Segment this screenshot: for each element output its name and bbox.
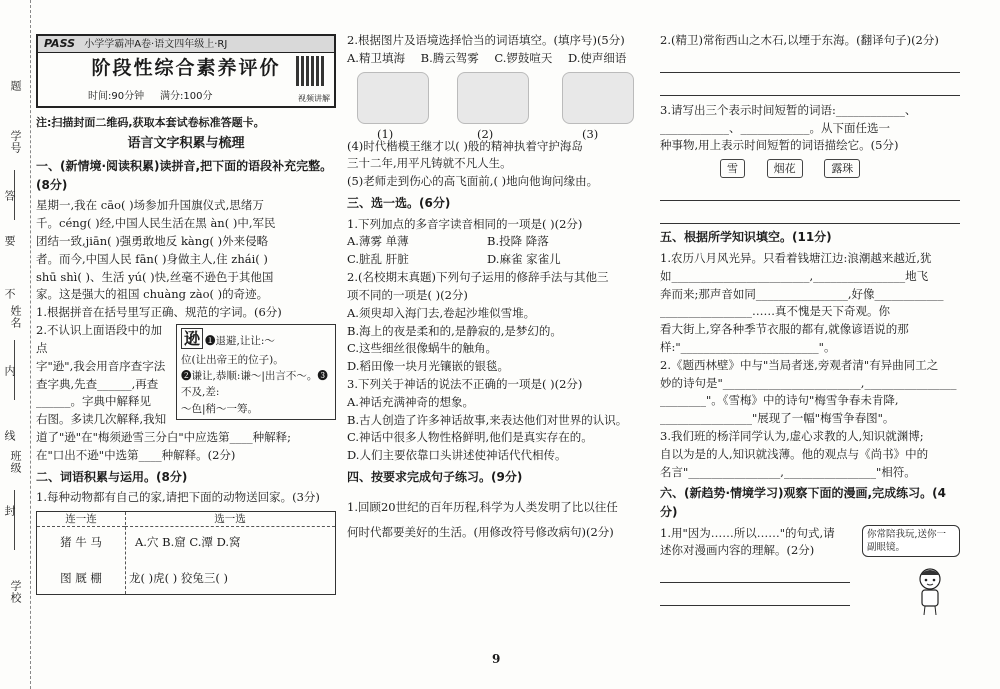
answer-line[interactable] <box>660 54 960 73</box>
column-middle <box>347 32 647 682</box>
answer-line[interactable] <box>660 587 850 606</box>
question-4-2: 2.(精卫)常衔西山之木石,以堙于东海。(翻译句子)(2分) <box>660 33 939 47</box>
question-5-1-line: 看大街上,穿各种季节衣服的都有,就像谚语说的那 <box>660 322 909 337</box>
bird-over-sea-image <box>457 72 529 124</box>
cloud-rider-image <box>562 72 634 124</box>
option: A.薄雾 单薄 <box>347 234 409 249</box>
question-3-3: 3.下列关于神话的说法不正确的一项是( )(2分) <box>347 376 583 391</box>
choice-fill[interactable]: 龙( )虎( ) 狡兔三( ) <box>129 570 229 585</box>
qr-label: 视频讲解 <box>298 93 330 103</box>
picture-label: (1) <box>377 126 394 141</box>
match-panel <box>37 512 126 594</box>
picture-row <box>347 68 647 141</box>
question-1-2-line: 道了"逊"在"梅须逊雪三分白"中应选第____种解释; <box>36 429 292 444</box>
options-row <box>347 233 647 251</box>
binding-label: 封 <box>3 505 16 517</box>
answer-line[interactable] <box>660 182 960 201</box>
passage-line: shū shì( )、生活 yú( )快,丝毫不逊色于其他国 <box>36 269 274 284</box>
choose-panel <box>125 512 335 594</box>
dict-line: ❷谦让,恭顺:谦～|出言不～。❸不及,差: <box>181 370 328 399</box>
binding-label: 不 <box>3 288 16 300</box>
section-3-title: 三、选一选。(6分) <box>347 196 451 211</box>
binding-label: 姓名 <box>9 305 22 329</box>
dict-line: ～色|稍～一筹。 <box>181 402 259 415</box>
section-4-title: 四、按要求完成句子练习。(9分) <box>347 470 523 485</box>
options-row <box>347 251 647 269</box>
question-1-1: 1.根据拼音在括号里写正确、规范的字词。(6分) <box>36 305 282 320</box>
binding-margin <box>0 0 31 689</box>
option: C.脏乱 肝脏 <box>347 252 409 267</box>
question-5-3-line: 名言"________________,________________"相符。 <box>660 464 916 479</box>
answer-line[interactable] <box>660 205 960 224</box>
question-6-1: 述你对漫画内容的理解。(2分) <box>660 543 815 558</box>
drum-performers-image <box>357 72 429 124</box>
option: D.人们主要依靠口头讲述使神话代代相传。 <box>347 448 567 463</box>
fill-sentence: 三十二年,用平凡铸就不凡人生。 <box>347 156 512 171</box>
question-1-2-line: 查字典,先查______,再查 <box>36 376 159 391</box>
cartoon-boy-icon <box>910 565 950 617</box>
match-title: 连一连 <box>37 512 125 527</box>
speech-bubble: 你常陪我玩,送你一副眼镜。 <box>862 525 960 558</box>
exam-score: 满分:100分 <box>160 90 213 102</box>
passage-line: 星期一,我在 cāo( )场参加升国旗仪式,思绪万 <box>36 198 264 213</box>
exam-time: 时间:90分钟 <box>88 90 145 102</box>
option: D.稻田像一块月光镶嵌的银毯。 <box>347 359 509 374</box>
passage-line: 千。céng( )经,中国人民生活在黑 àn( )中,军民 <box>36 216 276 231</box>
things-row <box>720 159 960 178</box>
idiom-options <box>347 50 647 68</box>
question-1-2-line: 2.不认识上面语段中的加点 <box>36 323 162 355</box>
binding-label: 班级 <box>9 450 22 474</box>
exam-meta <box>88 89 212 105</box>
question-4-1: 1.回顾20世纪的百年历程,科学为人类发明了比以往任 <box>347 499 618 514</box>
dict-line: 位(让出帝王的位子)。 <box>181 353 284 366</box>
question-3-2: 2.(名校期末真题)下列句子运用的修辞手法与其他三 <box>347 270 609 285</box>
column-left <box>36 0 336 650</box>
exam-header <box>36 34 336 108</box>
thing-fireworks: 烟花 <box>767 159 803 178</box>
option: B.古人创造了许多神话故事,来表达他们对世界的认识。 <box>347 412 628 427</box>
option: A.须臾却入海门去,卷起沙堆似雪堆。 <box>347 305 536 320</box>
question-4-3: 种事物,用上表示时间短暂的词语描绘它。(5分) <box>660 138 899 153</box>
section-6-title: 六、(新趋势·情境学习)观察下面的漫画,完成练习。(4分) <box>660 486 946 520</box>
question-1-2-line: 在"口出不逊"中选第____种解释。(2分) <box>36 447 236 462</box>
passage-line: 团结一致,jiān( )强勇敢地反 kàng( )外来侵略 <box>36 234 269 248</box>
answer-sheet-note: 注:扫描封面二维码,获取本套试卷标准答题卡。 <box>36 116 265 129</box>
section-1-title: 一、(新情境·阅读积累)读拼音,把下面的语段补充完整。(8分) <box>36 159 333 192</box>
question-5-1-line: ________________……真不愧是天下奇观。你 <box>660 304 890 319</box>
picture-label: (2) <box>477 126 494 141</box>
fill-sentence: (5)老师走到伤心的高飞面前,( )地向他询问缘由。 <box>347 174 599 189</box>
question-3-2: 项不同的一项是( )(2分) <box>347 287 468 302</box>
header-series-bar <box>38 36 334 53</box>
question-5-3-line: 3.我们班的杨洋同学认为,虚心求教的人,知识就渊博; <box>660 429 924 444</box>
section-2-title: 二、词语积累与运用。(8分) <box>36 469 188 484</box>
question-5-2-line: 妙的诗句是"________________________,________________ <box>660 375 957 390</box>
question-1-2-line: 右图。多读几次解释,我知 <box>36 412 167 427</box>
binding-label: 题 <box>9 80 22 92</box>
home-row: 图 厩 棚 <box>60 570 102 585</box>
question-3-1: 1.下列加点的多音字读音相同的一项是( )(2分) <box>347 216 583 231</box>
thing-dew: 露珠 <box>824 159 860 178</box>
passage-line: 家。这是强大的祖国 chuàng zào( )的奇迹。 <box>36 287 269 302</box>
dictionary-char: 逊 <box>181 328 203 349</box>
question-5-2-line: 2.《题西林壁》中与"当局者迷,旁观者清"有异曲同工之 <box>660 357 939 372</box>
qr-code-icon[interactable] <box>296 56 326 86</box>
choice-options: A.穴 B.窟 C.潭 D.窝 <box>135 534 241 549</box>
dict-line: ❶退避,让让:～ <box>205 335 275 348</box>
idiom-option: C.锣鼓喧天 <box>494 50 553 65</box>
animal-row: 猪 牛 马 <box>60 534 102 549</box>
question-1-2-line: 字"逊",我会用音序查字法 <box>36 358 166 373</box>
section-5-title: 五、根据所学知识填空。(11分) <box>660 230 832 245</box>
binding-label: 答 <box>3 190 16 202</box>
question-6-1: 1.用"因为……所以……"的句式,请 <box>660 525 835 540</box>
picture-label: (3) <box>582 126 599 141</box>
passage-line: 者。而今,中国人民 fān( )身做主人,住 zhái( ) <box>36 251 268 266</box>
comic-question <box>660 525 960 615</box>
binding-label: 学号 <box>9 130 22 154</box>
question-1-2-line: ______。字典中解释见 <box>36 394 151 409</box>
page-number: 9 <box>492 652 501 666</box>
question-2-1: 1.每种动物都有自己的家,请把下面的动物送回家。(3分) <box>36 490 320 505</box>
answer-line[interactable] <box>660 77 960 96</box>
binding-label: 线 <box>3 430 16 442</box>
option: A.神话充满神奇的想象。 <box>347 394 474 409</box>
fill-sentence: (4)时代楷模王继才以( )般的精神执着守护海岛 <box>347 138 583 153</box>
idiom-option: B.腾云驾雾 <box>420 50 479 65</box>
part-title: 语言文字积累与梳理 <box>127 136 245 152</box>
question-4-3: ____________、____________。从下面任选一 <box>660 120 890 135</box>
question-2-2: 2.根据图片及语境选择恰当的词语填空。(填序号)(5分) <box>347 33 625 47</box>
binding-label: 内 <box>3 365 16 377</box>
binding-label: 要 <box>3 235 16 247</box>
binding-label: 学校 <box>9 580 22 604</box>
question-5-2-line: ________________"展现了一幅"梅雪争春图"。 <box>660 411 895 426</box>
question-4-1: 何时代都要美好的生活。(用修改符号修改病句)(2分) <box>347 525 614 540</box>
thing-snow: 雪 <box>720 159 745 178</box>
exam-title: 阶段性综合素养评价 <box>91 57 281 79</box>
idiom-option: D.使声细语 <box>567 50 627 65</box>
binding-line <box>14 490 15 550</box>
option: D.麻雀 家雀儿 <box>487 252 561 267</box>
question-4-3: 3.请写出三个表示时间短暂的词语:____________、 <box>660 102 917 117</box>
question-5-1-line: 奔而来;那声音如同________________,好像____________ <box>660 286 944 301</box>
option: B.海上的夜是柔和的,是静寂的,是梦幻的。 <box>347 323 562 338</box>
series-name: 小学学霸冲A卷·语文四年级上·RJ <box>84 39 228 50</box>
option: C.神话中很多人物性格鲜明,他们是真实存在的。 <box>347 430 593 445</box>
answer-line[interactable] <box>660 564 850 583</box>
dictionary-box <box>176 324 336 420</box>
option: C.这些细丝很像蜗牛的触角。 <box>347 341 498 356</box>
question-5-1-line: 样:"________________________"。 <box>660 339 836 354</box>
choose-title: 选一选 <box>125 512 335 527</box>
question-5-3-line: 自以为是的人,知识就浅薄。他的观点与《尚书》中的 <box>660 446 929 461</box>
question-5-2-line: ________"。《雪梅》中的诗句"梅雪争春未肯降, <box>660 393 899 408</box>
animal-home-box <box>36 511 336 595</box>
question-5-1-line: 1.农历八月风光异。只看着钱塘江边:浪潮越来越近,犹 <box>660 250 932 265</box>
column-right <box>660 32 960 682</box>
idiom-option: A.精卫填海 <box>347 50 405 65</box>
question-5-1-line: 如________________________,________________地飞 <box>660 268 929 283</box>
option: B.投降 降落 <box>487 234 549 249</box>
pass-logo: PASS <box>44 37 76 50</box>
